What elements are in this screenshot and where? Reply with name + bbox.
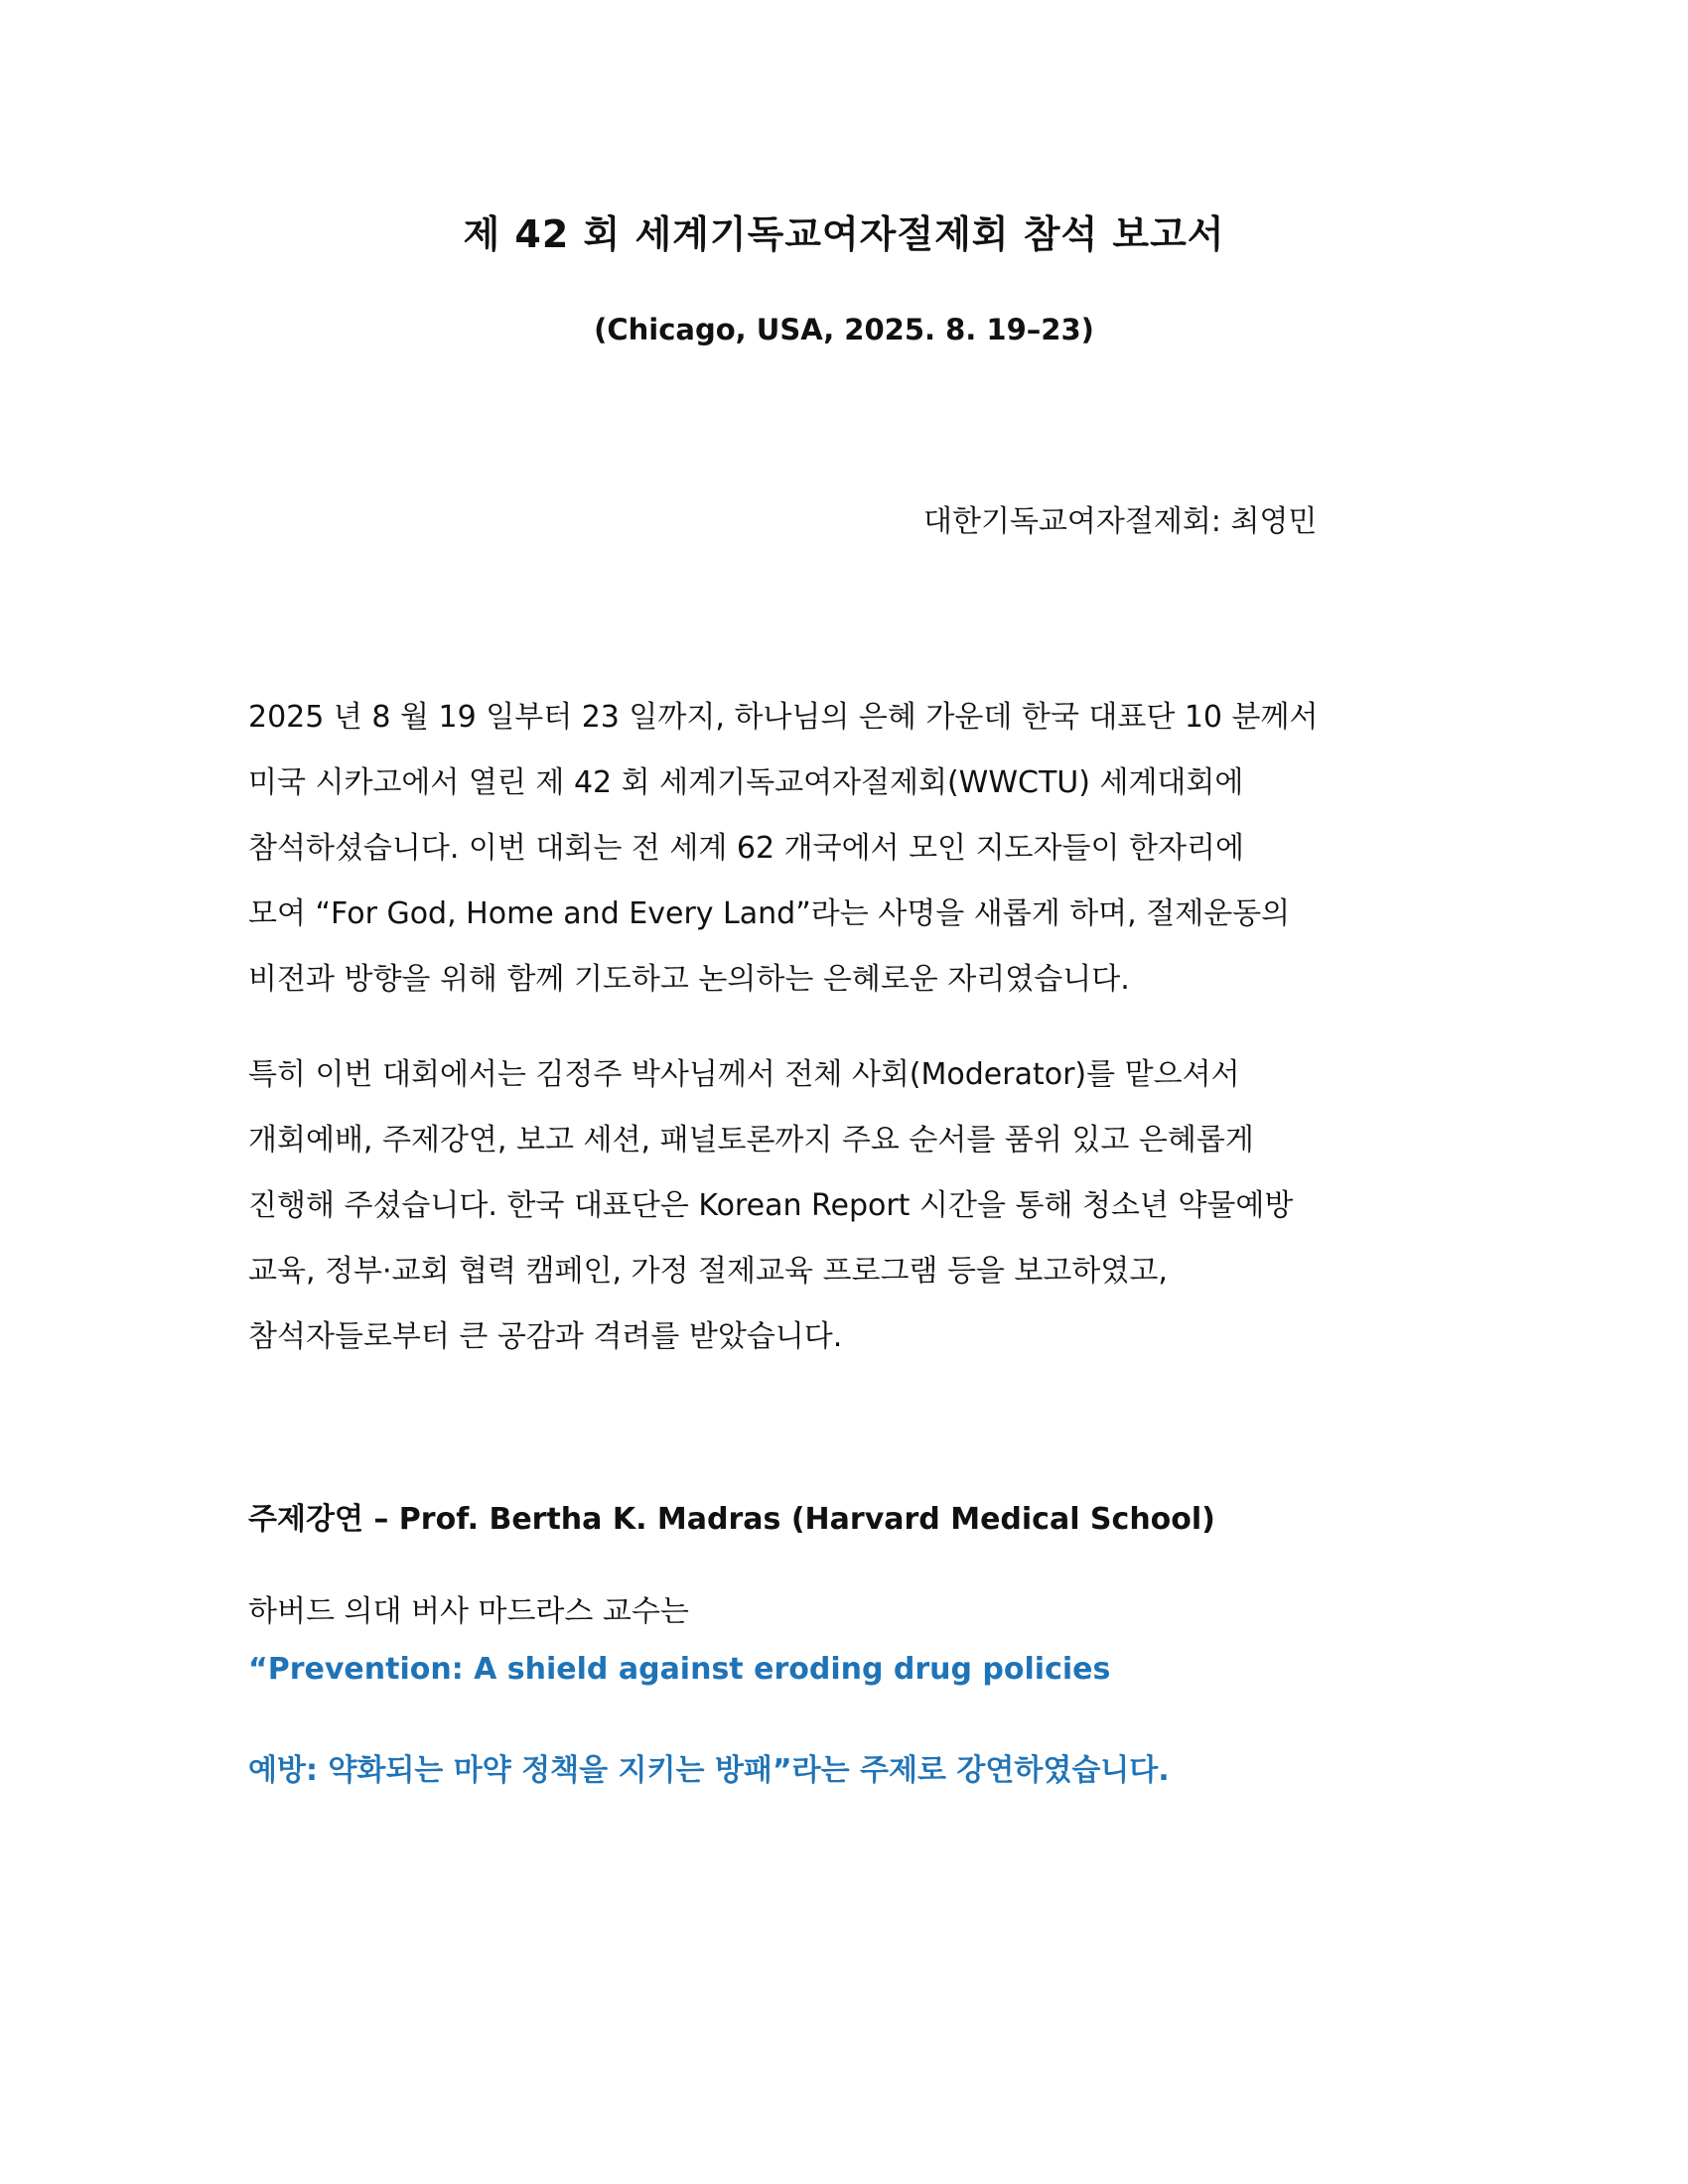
paragraph-line: 교육, 정부·교회 협력 캠페인, 가정 절제교육 프로그램 등을 보고하였고, [248, 1254, 1168, 1289]
paragraph-line: 모여 “For God, Home and Every Land”라는 사명을 새롭게 하며, 절제운동의 [248, 896, 1291, 931]
paragraph-line: 2025 년 8 월 19 일부터 23 일까지, 하나님의 은혜 가운데 한국 대표단 10 분께서 [248, 700, 1319, 735]
keynote-heading: 주제강연 – Prof. Bertha K. Madras (Harvard Medical School) [248, 1502, 1215, 1537]
keynote-intro: 하버드 의대 버사 마드라스 교수는 [248, 1594, 689, 1629]
keynote-title-korean: 예방: 약화되는 마약 정책을 지키는 방패”라는 주제로 강연하였습니다. [248, 1753, 1170, 1788]
keynote-title-english: “Prevention: A shield against eroding drug policies [248, 1652, 1111, 1687]
paragraph-line: 참석하셨습니다. 이번 대회는 전 세계 62 개국에서 모인 지도자들이 한자리에 [248, 831, 1244, 866]
paragraph-line: 진행해 주셨습니다. 한국 대표단은 Korean Report 시간을 통해 청소년 약물예방 [248, 1188, 1294, 1223]
paragraph-line: 미국 시카고에서 열린 제 42 회 세계기독교여자절제회(WWCTU) 세계대회에 [248, 765, 1244, 800]
document-subtitle: (Chicago, USA, 2025. 8. 19–23) [594, 313, 1094, 346]
paragraph-line: 개회예배, 주제강연, 보고 세션, 패널토론까지 주요 순서를 품위 있고 은혜롭게 [248, 1123, 1254, 1158]
paragraph-line: 특히 이번 대회에서는 김정주 박사님께서 전체 사회(Moderator)를 맡으셔서 [248, 1057, 1240, 1092]
paragraph-line: 참석자들로부터 큰 공감과 격려를 받았습니다. [248, 1319, 843, 1354]
paragraph-line: 비전과 방향을 위해 함께 기도하고 논의하는 은혜로운 자리였습니다. [248, 962, 1130, 997]
author-line: 대한기독교여자절제회: 최영민 [923, 504, 1318, 539]
paragraph-1 [248, 685, 1440, 1013]
document-title: 제 42 회 세계기독교여자절제회 참석 보고서 [463, 212, 1225, 256]
paragraph-2 [248, 1042, 1440, 1370]
